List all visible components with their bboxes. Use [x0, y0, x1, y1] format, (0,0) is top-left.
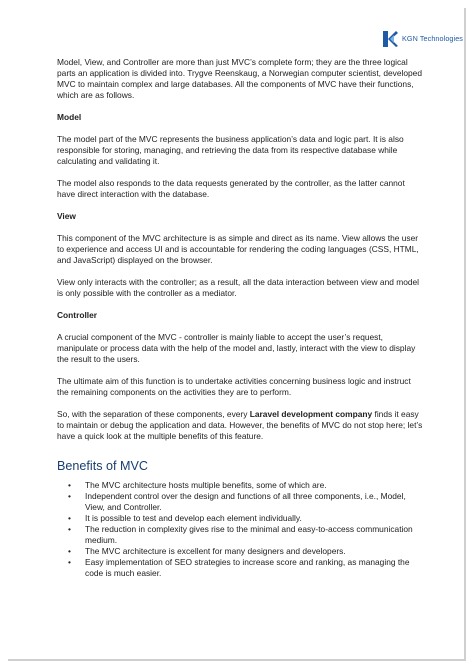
- list-item: • Easy implementation of SEO strategies to increase score and ranking, as managing the code is much easier.: [85, 557, 423, 579]
- controller-heading: Controller: [57, 310, 98, 320]
- controller-paragraph-3: [57, 409, 423, 442]
- benefits-list: [57, 480, 423, 579]
- page-border-bottom: [8, 659, 466, 661]
- page-border-right: [464, 8, 466, 660]
- company-logo: [381, 28, 463, 50]
- p3-text-after: finds it easy to maintain or debug the application and data. However, the benefits of MVC do not stop here; let’s have a quick look at the multiple benefits of this feature.: [57, 409, 423, 441]
- view-heading: View: [57, 211, 76, 221]
- list-item: • The reduction in complexity gives rise to the minimal and easy-to-access communication medium.: [85, 524, 423, 546]
- view-paragraph-2: View only interacts with the controller; as a result, all the data interaction between view and model is only possible with the controller as a mediator.: [57, 277, 420, 298]
- logo-text: KGN Technologies: [402, 34, 463, 43]
- view-paragraph-1: This component of the MVC architecture is as simple and direct as its name. View allows the user to experience and access UI and is accountable for rendering the coding languages (CSS, HTML, and JavaScript) displayed on the browser.: [57, 233, 419, 265]
- benefits-heading: Benefits of MVC: [57, 459, 148, 473]
- list-item: • The MVC architecture hosts multiple benefits, some of which are.: [85, 480, 423, 491]
- intro-paragraph: Model, View, and Controller are more than just MVC’s complete form; they are the three logical parts an application is divided into. Trygve Reenskaug, a Norwegian computer scientist, developed MVC to maintain complex and large databases. All the components of MVC have their functions, which are as follows.: [57, 57, 422, 100]
- kgn-logo-icon: [381, 30, 399, 48]
- p3-text-before: So, with the separation of these components, every: [57, 409, 250, 419]
- list-item: • Independent control over the design and functions of all three components, i.e., Model, View, and Controller.: [85, 491, 423, 513]
- laravel-company-link-text: Laravel development company: [249, 409, 373, 419]
- list-item: • The MVC architecture is excellent for many designers and developers.: [85, 546, 423, 557]
- model-paragraph-2: The model also responds to the data requests generated by the controller, as the latter cannot have direct interaction with the database.: [57, 178, 405, 199]
- list-item: • It is possible to test and develop each element individually.: [85, 513, 423, 524]
- model-paragraph-1: The model part of the MVC represents the business application’s data and logic part. It is also responsible for storing, managing, and retrieving the data from its respective database while calculating and validating it.: [57, 134, 404, 166]
- controller-paragraph-2: The ultimate aim of this function is to undertake activities concerning business logic and instruct the remaining components on the activities they are to perform.: [57, 376, 411, 397]
- model-heading: Model: [57, 112, 82, 122]
- document-body: [57, 57, 423, 579]
- controller-paragraph-1: A crucial component of the MVC - controller is mainly liable to accept the user’s request, manipulate or process data with the help of the model and, lastly, interact with the view to display the result to the users.: [57, 332, 416, 364]
